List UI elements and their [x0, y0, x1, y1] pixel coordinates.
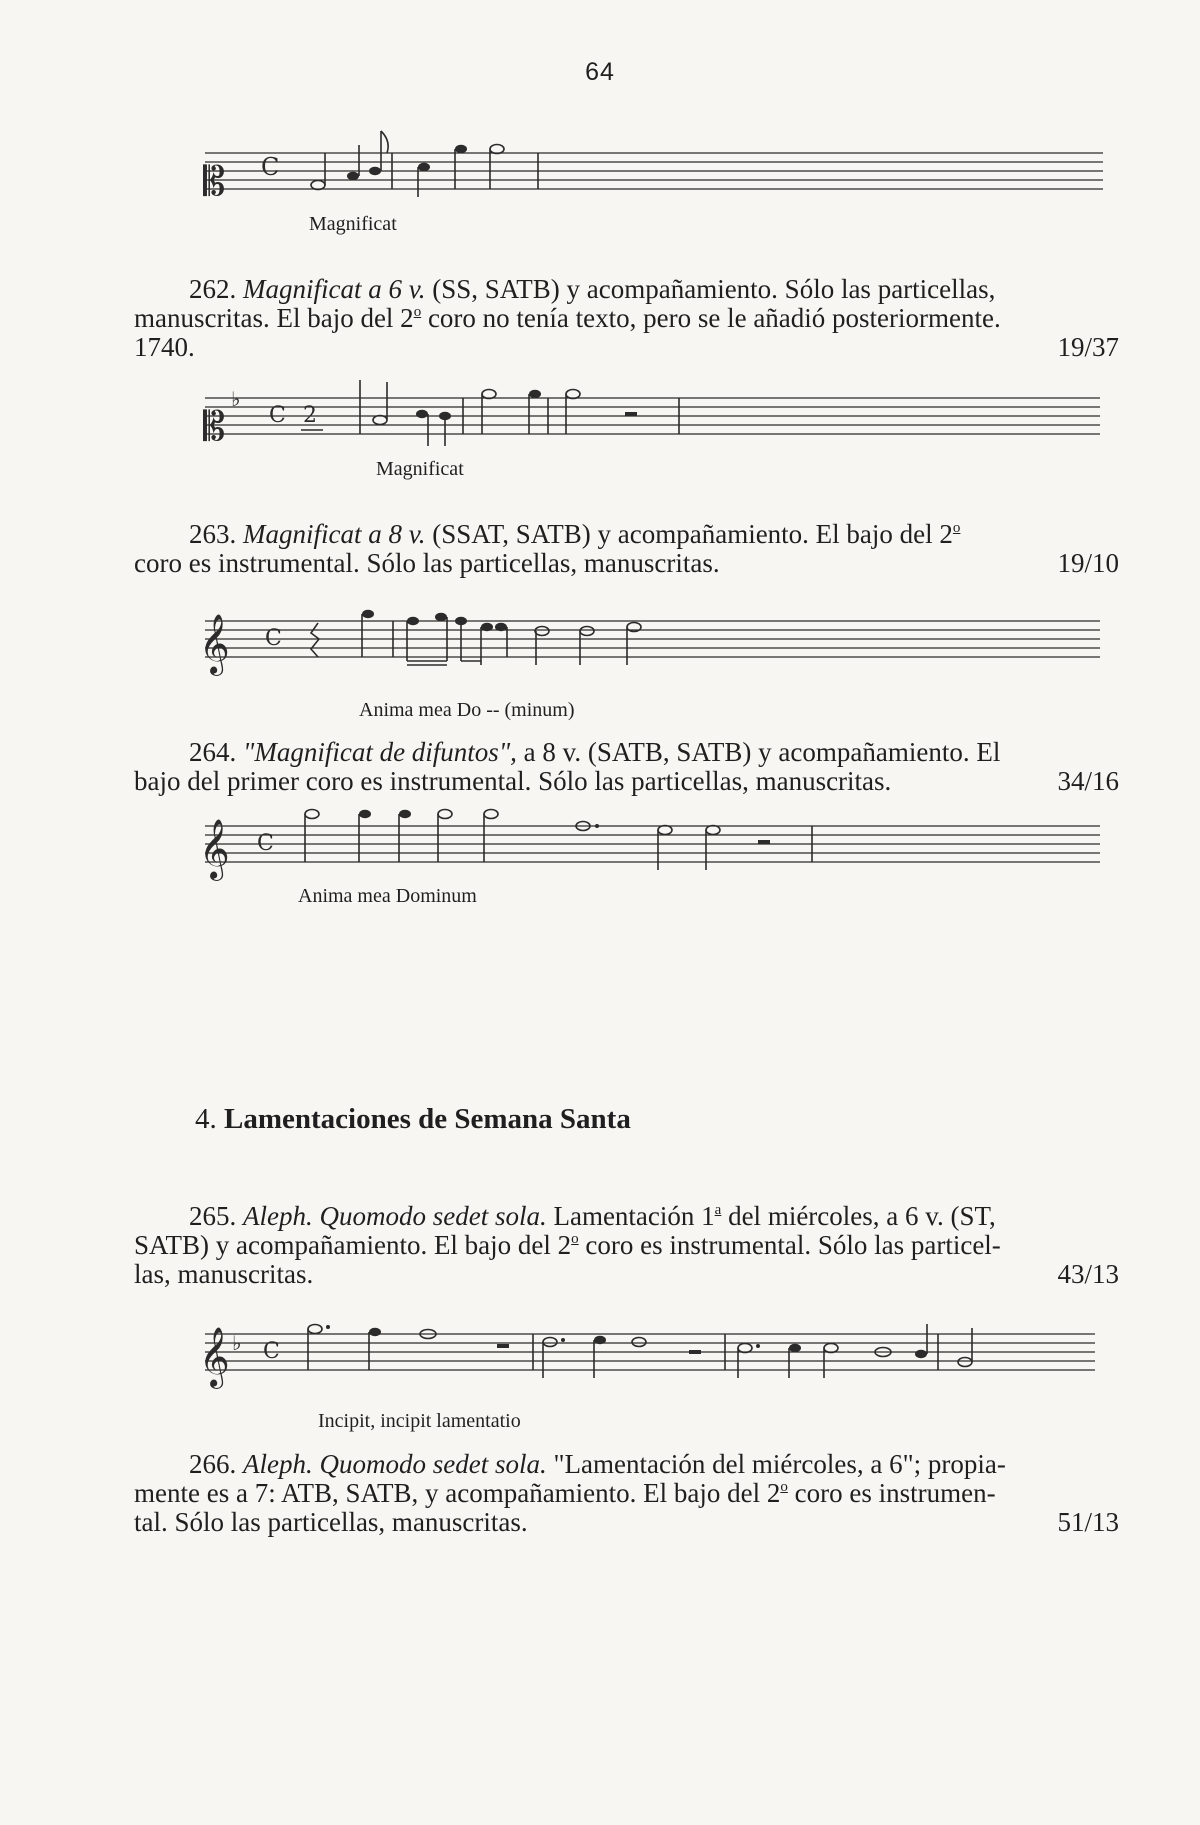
- entry-text: bajo del primer coro es instrumental. Sólo las particellas, manuscritas.: [134, 766, 892, 796]
- section-title: Lamentaciones de Semana Santa: [224, 1103, 631, 1135]
- incipit-label: Anima mea Dominum: [298, 885, 477, 907]
- note: [359, 810, 371, 818]
- entry-text: SATB) y acompañamiento. El bajo del 2: [134, 1230, 572, 1260]
- g-clef-icon: 𝄞: [199, 1327, 230, 1387]
- note: [455, 145, 467, 153]
- entry-title: Magnificat a 8 v.: [243, 519, 426, 549]
- entry-title: Aleph. Quomodo sedet sola.: [243, 1201, 547, 1231]
- note: [495, 623, 507, 631]
- note: [490, 145, 504, 154]
- note: [369, 167, 381, 175]
- entry-text: Lamentación 1: [546, 1201, 715, 1231]
- time-signature-icon: C: [265, 626, 282, 651]
- entry-title: Magnificat a 6 v.: [243, 274, 426, 304]
- entry-text: las, manuscritas.: [134, 1259, 314, 1289]
- time-signature-icon: C: [269, 403, 286, 428]
- entry-number: 262.: [189, 274, 237, 304]
- note: [308, 1325, 322, 1334]
- catalog-entry-266: [134, 1450, 1119, 1537]
- ordinal-indicator: a: [714, 1202, 722, 1218]
- time-signature-icon: C: [261, 153, 280, 181]
- g-clef-icon: 𝄞: [199, 614, 230, 674]
- catalog-entry-262: [134, 275, 1119, 362]
- c-clef-icon: 𝄡: [203, 159, 226, 205]
- note: [418, 163, 430, 171]
- ordinal-indicator: o: [952, 520, 961, 536]
- entry-text: coro no tenía texto, pero se le añadió posteriormente.: [421, 303, 1001, 333]
- note: [658, 826, 672, 835]
- note: [543, 1338, 557, 1347]
- note: [305, 810, 319, 819]
- incipit-label: Magnificat: [376, 458, 464, 480]
- entry-text: a 8 v. (SATB, SATB) y acompañamiento. El: [516, 737, 1001, 767]
- entry-reference: 51/13: [1057, 1507, 1119, 1537]
- note: [362, 610, 374, 618]
- entry-text: 1740.: [134, 332, 195, 362]
- section-number: 4.: [195, 1103, 217, 1135]
- catalog-entry-265: [134, 1202, 1119, 1289]
- entry-text: manuscritas. El bajo del 2: [134, 303, 414, 333]
- section-heading: [195, 1103, 631, 1136]
- ordinal-indicator: o: [571, 1231, 579, 1247]
- note: [958, 1358, 972, 1367]
- music-incipit-5: [199, 1318, 1105, 1432]
- note: [484, 810, 498, 819]
- catalog-entry-263: [134, 520, 1119, 578]
- staff-2: [203, 387, 1105, 450]
- c-clef-icon: 𝄡: [203, 404, 226, 450]
- entry-text: coro es instrumen-: [787, 1478, 996, 1508]
- music-incipit-3: [199, 605, 1105, 721]
- entry-title: "Magnificat de difuntos",: [243, 737, 517, 767]
- rest-icon: [625, 412, 637, 416]
- entry-text: mente es a 7: ATB, SATB, y acompañamiento. El bajo del 2: [134, 1478, 781, 1508]
- staff-3: [199, 605, 1105, 675]
- catalog-entry-264: [134, 738, 1119, 796]
- note: [632, 1338, 646, 1347]
- time-signature-icon: 2: [303, 403, 317, 428]
- page-number: 64: [585, 58, 615, 86]
- note: [481, 623, 493, 631]
- ordinal-indicator: o: [780, 1479, 788, 1495]
- music-incipit-1: [203, 145, 1105, 235]
- entry-reference: 19/37: [1057, 332, 1119, 362]
- note: [407, 617, 419, 625]
- entry-text: tal. Sólo las particellas, manuscritas.: [134, 1507, 528, 1537]
- incipit-label: Anima mea Do -- (minum): [359, 699, 575, 721]
- note: [373, 416, 387, 425]
- note: [738, 1344, 752, 1353]
- entry-reference: 43/13: [1057, 1259, 1119, 1289]
- staff-1: [205, 145, 1105, 205]
- note: [399, 810, 411, 818]
- note: [535, 627, 549, 636]
- entry-number: 264.: [189, 737, 237, 767]
- flat-icon: ♭: [231, 387, 241, 411]
- note: [369, 1328, 381, 1336]
- music-incipit-2: [203, 387, 1105, 480]
- note: [789, 1344, 801, 1352]
- ordinal-indicator: o: [413, 304, 422, 320]
- note: [580, 627, 594, 636]
- incipit-label: Incipit, incipit lamentatio: [318, 1410, 521, 1432]
- rest-icon: [311, 623, 319, 657]
- note: [482, 390, 496, 399]
- entry-text: coro es instrumental. Sólo las particellas, manuscritas.: [134, 548, 720, 578]
- time-signature-icon: C: [257, 831, 274, 856]
- flat-icon: ♭: [232, 1331, 242, 1355]
- entry-text: (SS, SATB) y acompañamiento. Sólo las particellas,: [432, 274, 996, 304]
- entry-text: coro es instrumental. Sólo las particel-: [578, 1230, 1001, 1260]
- note: [915, 1350, 927, 1358]
- staff-5: [199, 1318, 1105, 1388]
- rest-icon: [758, 840, 770, 844]
- note: [529, 390, 541, 398]
- staff-4: [199, 810, 1105, 880]
- note: [706, 826, 720, 835]
- music-incipit-4: [199, 810, 1105, 910]
- note: [311, 181, 325, 190]
- note: [416, 410, 428, 418]
- note: [435, 613, 447, 621]
- g-clef-icon: 𝄞: [199, 819, 230, 879]
- entry-text: del miércoles, a 6 v. (ST,: [721, 1201, 996, 1231]
- entry-title: Aleph. Quomodo sedet sola.: [243, 1449, 547, 1479]
- note: [824, 1344, 838, 1353]
- note: [566, 390, 580, 399]
- entry-reference: 34/16: [1057, 766, 1119, 796]
- note: [438, 810, 452, 819]
- entry-number: 266.: [189, 1449, 237, 1479]
- time-signature-icon: C: [263, 1339, 280, 1364]
- entry-reference: 19/10: [1057, 548, 1119, 578]
- incipit-label: Magnificat: [309, 213, 397, 235]
- rest-icon: [497, 1344, 509, 1348]
- note: [594, 1336, 606, 1344]
- rest-icon: [689, 1350, 701, 1354]
- note: [347, 172, 359, 180]
- entry-text: "Lamentación del miércoles, a 6"; propia-: [546, 1449, 1006, 1479]
- entry-number: 265.: [189, 1201, 237, 1231]
- entry-number: 263.: [189, 519, 237, 549]
- entry-text: (SSAT, SATB) y acompañamiento. El bajo del 2: [432, 519, 953, 549]
